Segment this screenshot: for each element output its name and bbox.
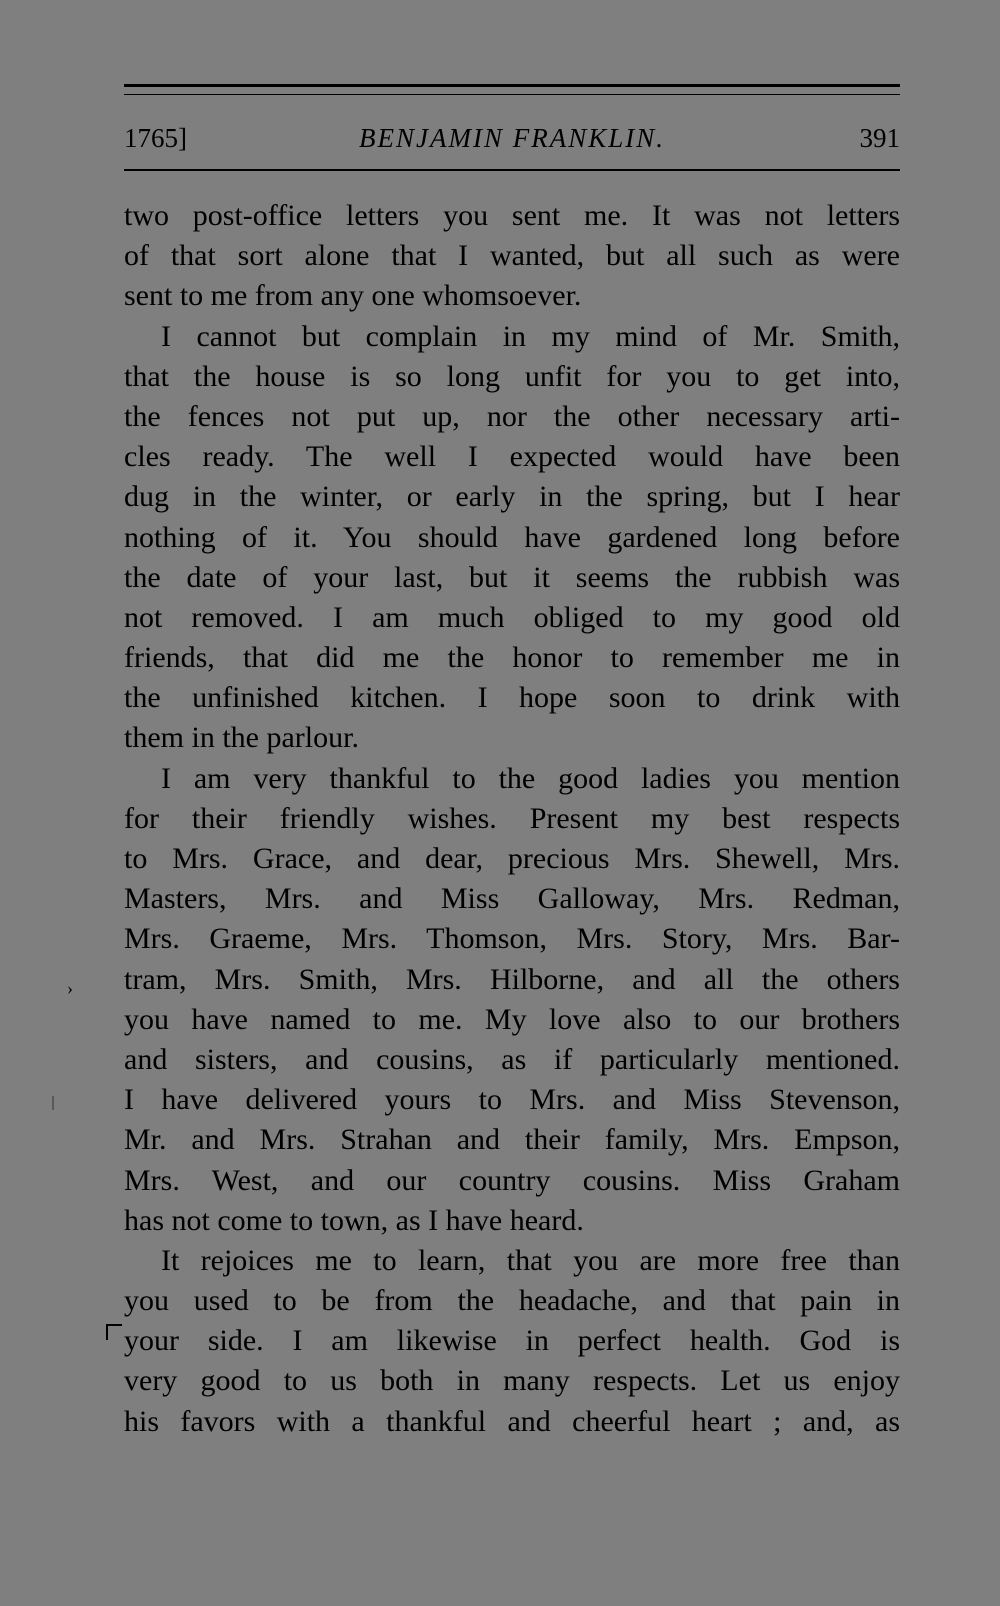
margin-arrow-mark: › bbox=[67, 978, 73, 998]
margin-bracket-mark bbox=[106, 1324, 122, 1340]
text-line: the unfinished kitchen. I hope soon to drink with bbox=[124, 681, 900, 715]
header-rule-top bbox=[124, 84, 900, 87]
text-line: nothing of it. You should have gardened long before bbox=[124, 520, 900, 554]
text-line: friends, that did me the honor to remember me in bbox=[124, 641, 900, 675]
margin-tick-mark bbox=[52, 1096, 54, 1110]
header-rule-thin bbox=[124, 94, 900, 95]
paragraph-start-line: I am very thankful to the good ladies you mention bbox=[161, 761, 900, 795]
text-line: his favors with a thankful and cheerful heart ; and, as bbox=[124, 1404, 900, 1438]
text-line: you have named to me. My love also to our brothers bbox=[124, 1002, 900, 1036]
text-line: sent to me from any one whomsoever. bbox=[124, 279, 582, 313]
text-line: for their friendly wishes. Present my best respects bbox=[124, 801, 900, 835]
text-line: tram, Mrs. Smith, Mrs. Hilborne, and all the others bbox=[124, 962, 900, 996]
page-body bbox=[124, 196, 900, 1442]
text-line: cles ready. The well I expected would have been bbox=[124, 440, 900, 474]
text-line: your side. I am likewise in perfect health. God is bbox=[124, 1324, 900, 1358]
text-line: Mr. and Mrs. Strahan and their family, Mrs. Empson, bbox=[124, 1123, 900, 1157]
text-line: the fences not put up, nor the other necessary arti- bbox=[124, 399, 900, 433]
paragraph-start-line: I cannot but complain in my mind of Mr. Smith, bbox=[161, 319, 900, 353]
page-number: 391 bbox=[859, 123, 900, 153]
text-line: I have delivered yours to Mrs. and Miss Stevenson, bbox=[124, 1083, 900, 1117]
text-line: that the house is so long unfit for you to get into, bbox=[124, 359, 900, 393]
text-line: Mrs. West, and our country cousins. Miss Graham bbox=[124, 1163, 900, 1197]
running-header bbox=[124, 118, 900, 158]
header-title: BENJAMIN FRANKLIN. bbox=[359, 123, 665, 153]
text-line: and sisters, and cousins, as if particularly mentioned. bbox=[124, 1042, 900, 1076]
text-line: two post-office letters you sent me. It was not letters bbox=[124, 199, 900, 232]
text-line: the date of your last, but it seems the rubbish was bbox=[124, 560, 900, 594]
text-line: Mrs. Graeme, Mrs. Thomson, Mrs. Story, Mrs. Bar- bbox=[124, 922, 900, 956]
text-line: dug in the winter, or early in the spring, but I hear bbox=[124, 480, 900, 514]
text-line: you used to be from the headache, and that pain in bbox=[124, 1284, 900, 1318]
text-line: them in the parlour. bbox=[124, 721, 359, 755]
header-year: 1765] bbox=[124, 123, 187, 153]
text-line: to Mrs. Grace, and dear, precious Mrs. Shewell, Mrs. bbox=[124, 842, 900, 875]
text-line: Masters, Mrs. and Miss Galloway, Mrs. Redman, bbox=[124, 882, 900, 916]
text-line: not removed. I am much obliged to my good old bbox=[124, 600, 900, 634]
text-line: very good to us both in many respects. Let us enjoy bbox=[124, 1364, 900, 1398]
paragraph-start-line: It rejoices me to learn, that you are more free than bbox=[161, 1243, 900, 1277]
header-rule-bottom bbox=[124, 169, 900, 171]
text-line: of that sort alone that I wanted, but all such as were bbox=[124, 239, 900, 273]
text-line: has not come to town, as I have heard. bbox=[124, 1203, 584, 1237]
